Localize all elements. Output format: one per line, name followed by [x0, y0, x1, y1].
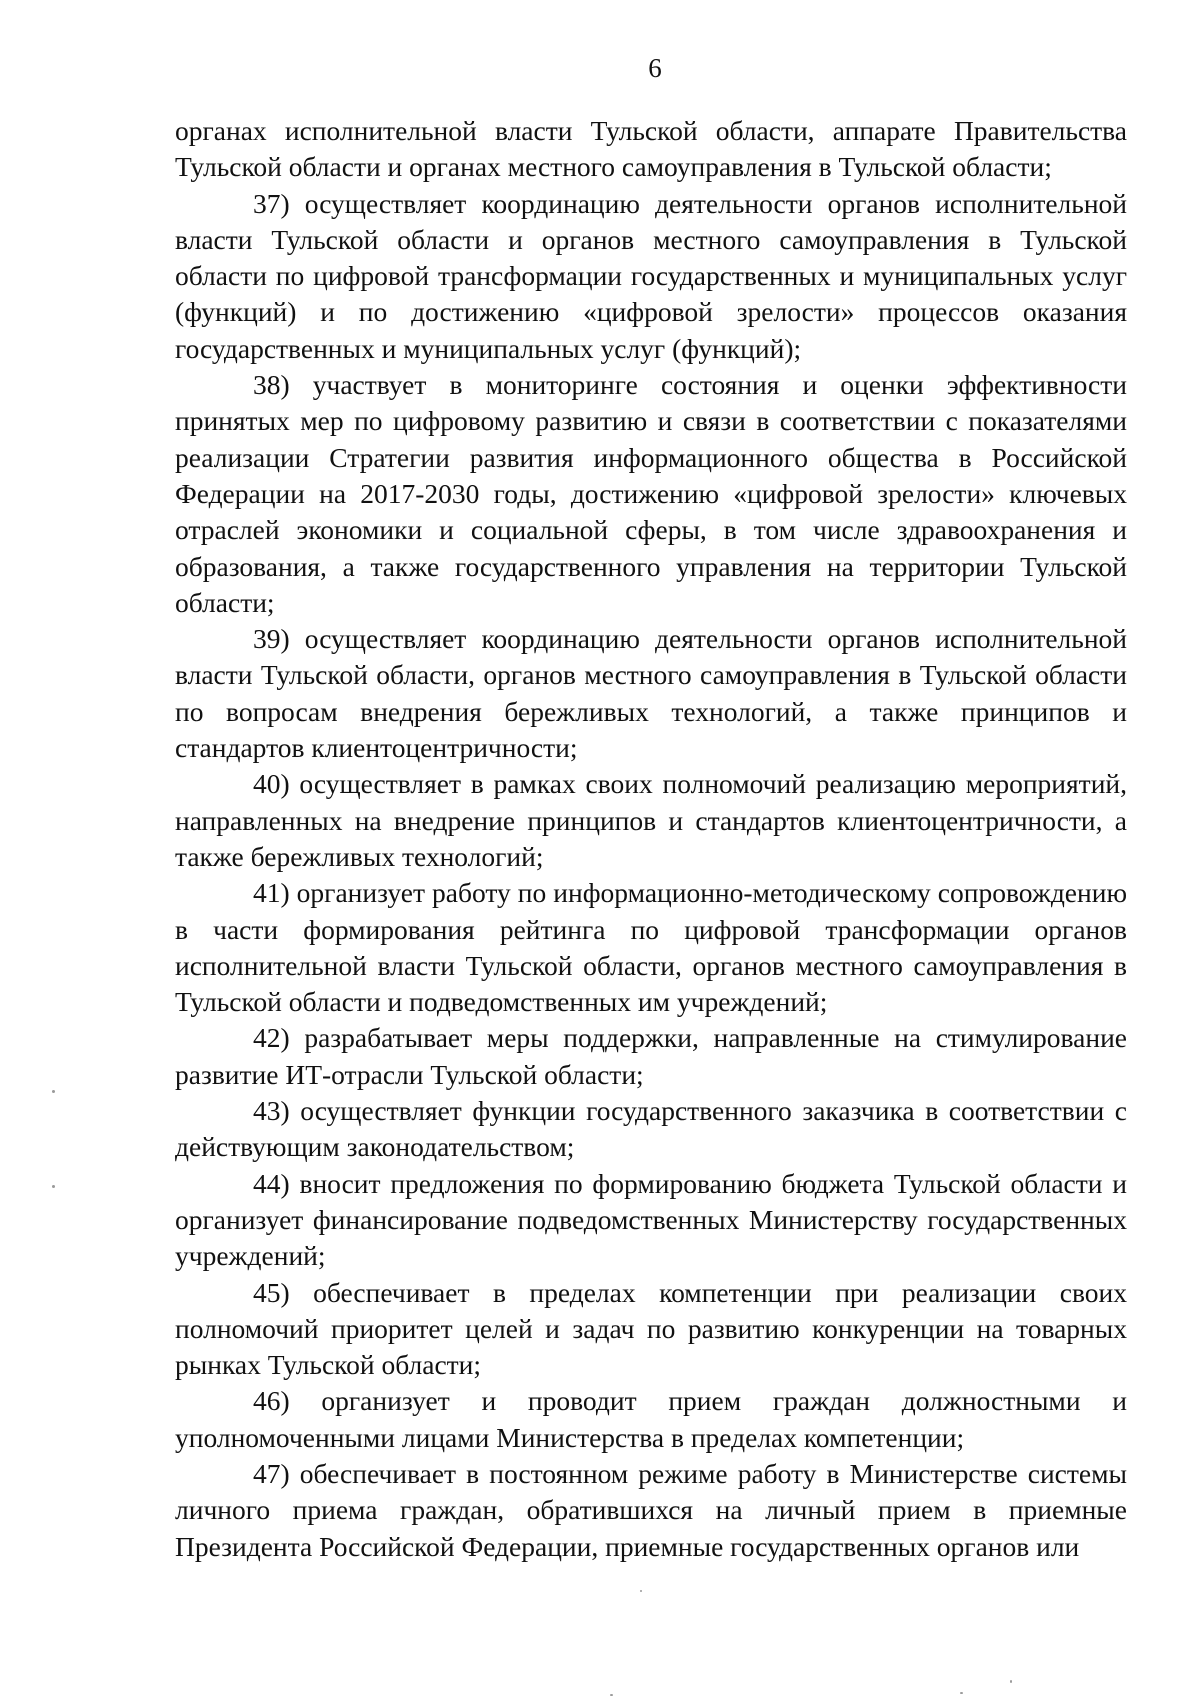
scan-speck — [960, 1692, 963, 1694]
scan-speck — [52, 1090, 55, 1093]
paragraph-item-45: 45) обеспечивает в пределах компетенции при реализации своих полномочий приоритет целей и задач по развитию конкуренции на товарных рынках Тульской области; — [175, 1276, 1127, 1381]
paragraph-item-47: 47) обеспечивает в постоянном режиме работу в Министерстве системы личного приема граждан, обратившихся на личный прием в приемные Президента Российской Федерации, приемные государственных органов или — [175, 1457, 1127, 1562]
paragraph-item-40: 40) осуществляет в рамках своих полномочий реализацию мероприятий, направленных на внедрение принципов и стандартов клиентоцентричности, а также бережливых технологий; — [175, 768, 1127, 872]
paragraph-item-38: 38) участвует в мониторинге состояния и оценки эффективности принятых мер по цифровому развитию и связи в соответствии с показателями реализации Стратегии развития информационного общества в Российской Федерации на 2017-2030 годы, достижению «цифровой зрелости» ключевых отраслей экономики и социальной сферы, в том числе здравоохранения и образования, а также государственного управления на территории Тульской области; — [175, 369, 1127, 618]
paragraph-item-44: 44) вносит предложения по формированию бюджета Тульской области и организует финансирование подведомственных Министерству государственных учреждений; — [175, 1167, 1127, 1272]
paragraph-item-37: 37) осуществляет координацию деятельности органов исполнительной власти Тульской области и органов местного самоуправления в Тульской области по цифровой трансформации государственных и муниципальных услуг (функций) и по достижению «цифровой зрелости» процессов оказания государственных и муниципальных услуг (функций); — [175, 187, 1127, 364]
scan-speck — [640, 1590, 642, 1592]
paragraph-item-46: 46) организует и проводит прием граждан должностными и уполномоченными лицами Министерства в пределах компетенции; — [175, 1385, 1127, 1453]
paragraph-item-41: 41) организует работу по информационно-методическому сопровождению в части формирования рейтинга по цифровой трансформации органов исполнительной власти Тульской области, органов местного самоуправления в Тульской области и подведомственных им учреждений; — [175, 877, 1127, 1018]
paragraph-continuation: органах исполнительной власти Тульской области, аппарате Правительства Тульской области и органах местного самоуправления в Тульской области; — [175, 115, 1127, 183]
scan-speck — [610, 1694, 613, 1696]
paragraph-item-42: 42) разрабатывает меры поддержки, направленные на стимулирование развитие ИТ-отрасли Тульской области; — [175, 1022, 1127, 1090]
paragraph-item-39: 39) осуществляет координацию деятельности органов исполнительной власти Тульской области, органов местного самоуправления в Тульской области по вопросам внедрения бережливых технологий, а также принципов и стандартов клиентоцентричности; — [175, 623, 1127, 764]
paragraph-item-43: 43) осуществляет функции государственного заказчика в соответствии с действующим законодательством; — [175, 1095, 1127, 1163]
scan-speck — [1010, 1680, 1012, 1683]
page-number: 6 — [648, 53, 662, 83]
scan-speck — [52, 1185, 55, 1188]
document-body — [175, 113, 1127, 1565]
